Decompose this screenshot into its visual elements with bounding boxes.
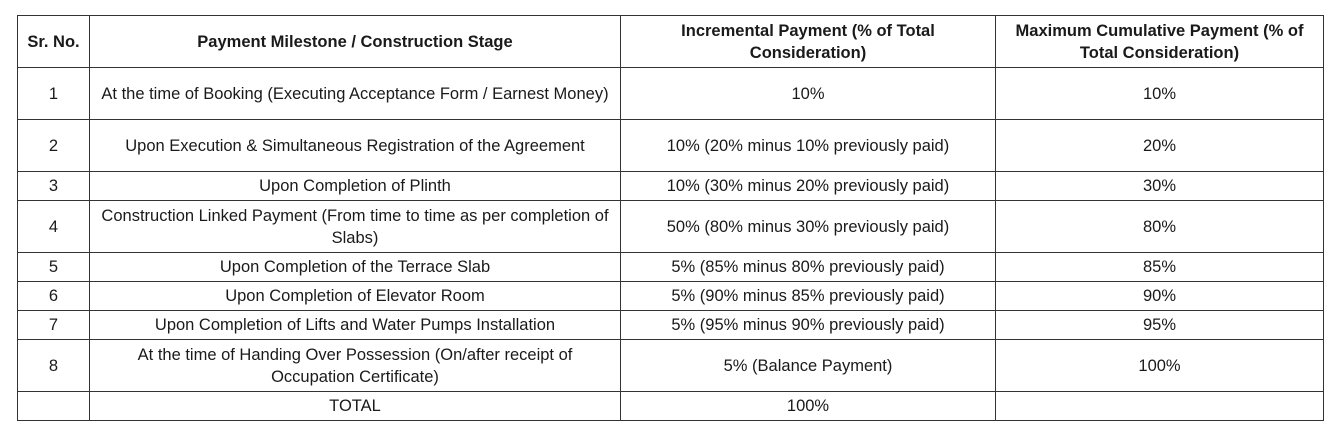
row-milestone: Construction Linked Payment (From time to time as per completion of Slabs) [90, 201, 621, 253]
row-incremental: 5% (90% minus 85% previously paid) [621, 282, 996, 311]
row-cumulative: 100% [996, 340, 1324, 392]
total-label: TOTAL [90, 392, 621, 421]
row-sr-no: 5 [18, 253, 90, 282]
header-sr-no: Sr. No. [18, 16, 90, 68]
row-incremental: 10% (30% minus 20% previously paid) [621, 172, 996, 201]
table-header-row [18, 16, 1324, 68]
row-incremental: 5% (85% minus 80% previously paid) [621, 253, 996, 282]
row-incremental: 5% (Balance Payment) [621, 340, 996, 392]
row-cumulative: 80% [996, 201, 1324, 253]
table-row [18, 282, 1324, 311]
row-sr-no: 4 [18, 201, 90, 253]
header-milestone: Payment Milestone / Construction Stage [90, 16, 621, 68]
table-row [18, 311, 1324, 340]
row-sr-no: 7 [18, 311, 90, 340]
row-sr-no: 3 [18, 172, 90, 201]
row-cumulative: 30% [996, 172, 1324, 201]
row-sr-no: 1 [18, 68, 90, 120]
table-row [18, 253, 1324, 282]
total-cumulative [996, 392, 1324, 421]
row-milestone: At the time of Handing Over Possession (On/after receipt of Occupation Certificate) [90, 340, 621, 392]
row-cumulative: 20% [996, 120, 1324, 172]
row-incremental: 10% [621, 68, 996, 120]
row-milestone: Upon Completion of Plinth [90, 172, 621, 201]
row-incremental: 10% (20% minus 10% previously paid) [621, 120, 996, 172]
row-sr-no: 2 [18, 120, 90, 172]
table-row [18, 120, 1324, 172]
row-sr-no: 6 [18, 282, 90, 311]
payment-schedule-table [17, 15, 1324, 421]
total-incremental: 100% [621, 392, 996, 421]
row-cumulative: 10% [996, 68, 1324, 120]
row-milestone: Upon Completion of the Terrace Slab [90, 253, 621, 282]
total-sr-no [18, 392, 90, 421]
row-milestone: Upon Execution & Simultaneous Registration of the Agreement [90, 120, 621, 172]
total-row [18, 392, 1324, 421]
row-incremental: 50% (80% minus 30% previously paid) [621, 201, 996, 253]
row-cumulative: 90% [996, 282, 1324, 311]
row-milestone: At the time of Booking (Executing Acceptance Form / Earnest Money) [90, 68, 621, 120]
row-cumulative: 95% [996, 311, 1324, 340]
row-cumulative: 85% [996, 253, 1324, 282]
header-incremental-payment: Incremental Payment (% of Total Consideration) [621, 16, 996, 68]
table-row [18, 340, 1324, 392]
table-row [18, 201, 1324, 253]
table-row [18, 68, 1324, 120]
header-cumulative-payment: Maximum Cumulative Payment (% of Total Consideration) [996, 16, 1324, 68]
row-sr-no: 8 [18, 340, 90, 392]
row-milestone: Upon Completion of Elevator Room [90, 282, 621, 311]
table-row [18, 172, 1324, 201]
row-incremental: 5% (95% minus 90% previously paid) [621, 311, 996, 340]
row-milestone: Upon Completion of Lifts and Water Pumps Installation [90, 311, 621, 340]
